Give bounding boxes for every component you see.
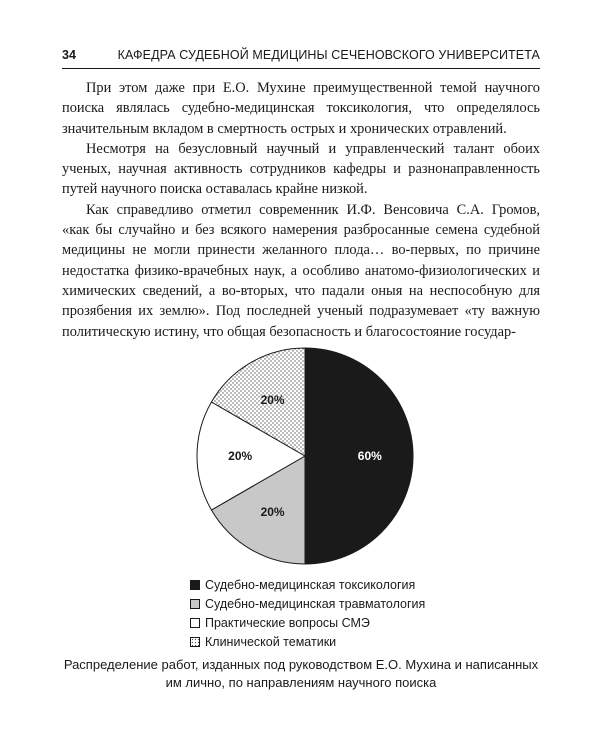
legend-item-toxicology [190, 575, 425, 594]
legend-swatch-traumatology [190, 599, 200, 609]
legend-item-traumatology [190, 594, 425, 613]
legend-swatch-toxicology [190, 580, 200, 590]
legend-item-clinical [190, 632, 425, 651]
pie-chart [190, 344, 420, 569]
pie-label-practical: 20% [228, 449, 253, 463]
legend-swatch-clinical [190, 637, 200, 647]
legend-label-toxicology: Судебно-медицинская токсикология [205, 577, 416, 592]
figure-caption: Распределение работ, изданных под руководством Е.О. Мухина и написанных им лично, по направлениям научного поиска [63, 657, 539, 690]
paragraph-3: Как справедливо отметил современник И.Ф. Венсовича С.А. Громов, «как бы случайно и без всякого намерения разбросанные семена судебной медицины не могли принести желанного плода… во-первых, по причине недостатка физико-врачебных наук, а особливо анатомо-физиологических и химических сведений, а во-вторых, что падали оныя на неспособную для прозябения их землю». Под последней ученый подразумевает «ту важную политическую истину, что общая безопасность и благосостояние государ- [62, 201, 540, 340]
chart-legend [190, 575, 425, 651]
legend-label-traumatology: Судебно-медицинская травматология [205, 596, 426, 611]
legend-item-practical [190, 613, 425, 632]
running-header [62, 46, 540, 69]
paragraph-2: Несмотря на безусловный научный и управленческий талант обоих ученых, научная активность сотрудников кафедры и разнонаправленность путей научного поиска оставалась крайне низкой. [62, 140, 540, 198]
page-number: 34 [62, 48, 76, 62]
running-title: КАФЕДРА СУДЕБНОЙ МЕДИЦИНЫ СЕЧЕНОВСКОГО УНИВЕРСИТЕТА [117, 48, 540, 62]
legend-swatch-practical [190, 618, 200, 628]
pie-label-toxicology: 60% [357, 449, 382, 463]
pie-label-traumatology: 20% [260, 505, 285, 520]
paragraph-1: При этом даже при Е.О. Мухине преимущественной темой научного поиска являлась судебно-медицинская токсикология, что определялось значительным вкладом в смертность острых и хронических отравлений. [62, 80, 540, 137]
legend-label-practical: Практические вопросы СМЭ [205, 615, 370, 630]
legend-label-clinical: Клинической тематики [205, 634, 337, 649]
pie-label-clinical: 20% [260, 392, 285, 407]
body-text [62, 78, 540, 342]
pie-chart-svg [190, 344, 420, 569]
